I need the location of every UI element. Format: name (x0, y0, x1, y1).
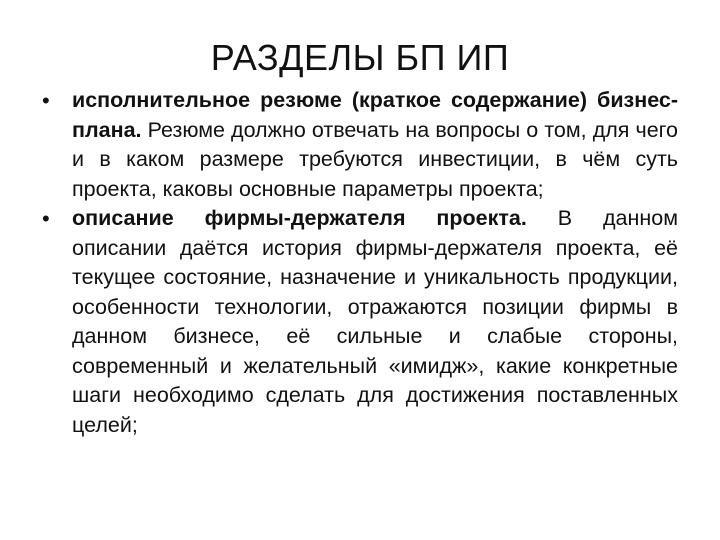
slide-title: РАЗДЕЛЫ БП ИП (210, 37, 510, 78)
bullet-executive-summary (42, 86, 678, 204)
bullet-text: Резюме должно отвечать на вопросы о том, для чего и в каком размере требуются инвестиции, в чём суть проекта, каковы основные параметры проекта; (72, 117, 678, 201)
bullet-list (42, 86, 678, 440)
bullet-company-description (42, 204, 678, 440)
bullet-term: описание фирмы-держателя проекта. (72, 206, 558, 230)
bullet-text: В данном описании даётся история фирмы-держателя проекта, её текущее состояние, назначение и уникальность продукции, особенности технологии, отражаются позиции фирмы в данном бизнесе, её сильные и слабые стороны, современный и желательный «имидж», какие конкретные шаги необходимо сделать для достижения поставленных целей; (72, 206, 678, 437)
bullet-dot-icon: • (42, 206, 50, 231)
bullet-dot-icon: • (42, 88, 50, 113)
bullet-term: исполнительное резюме (краткое содержание) бизнес-плана. (72, 88, 678, 142)
